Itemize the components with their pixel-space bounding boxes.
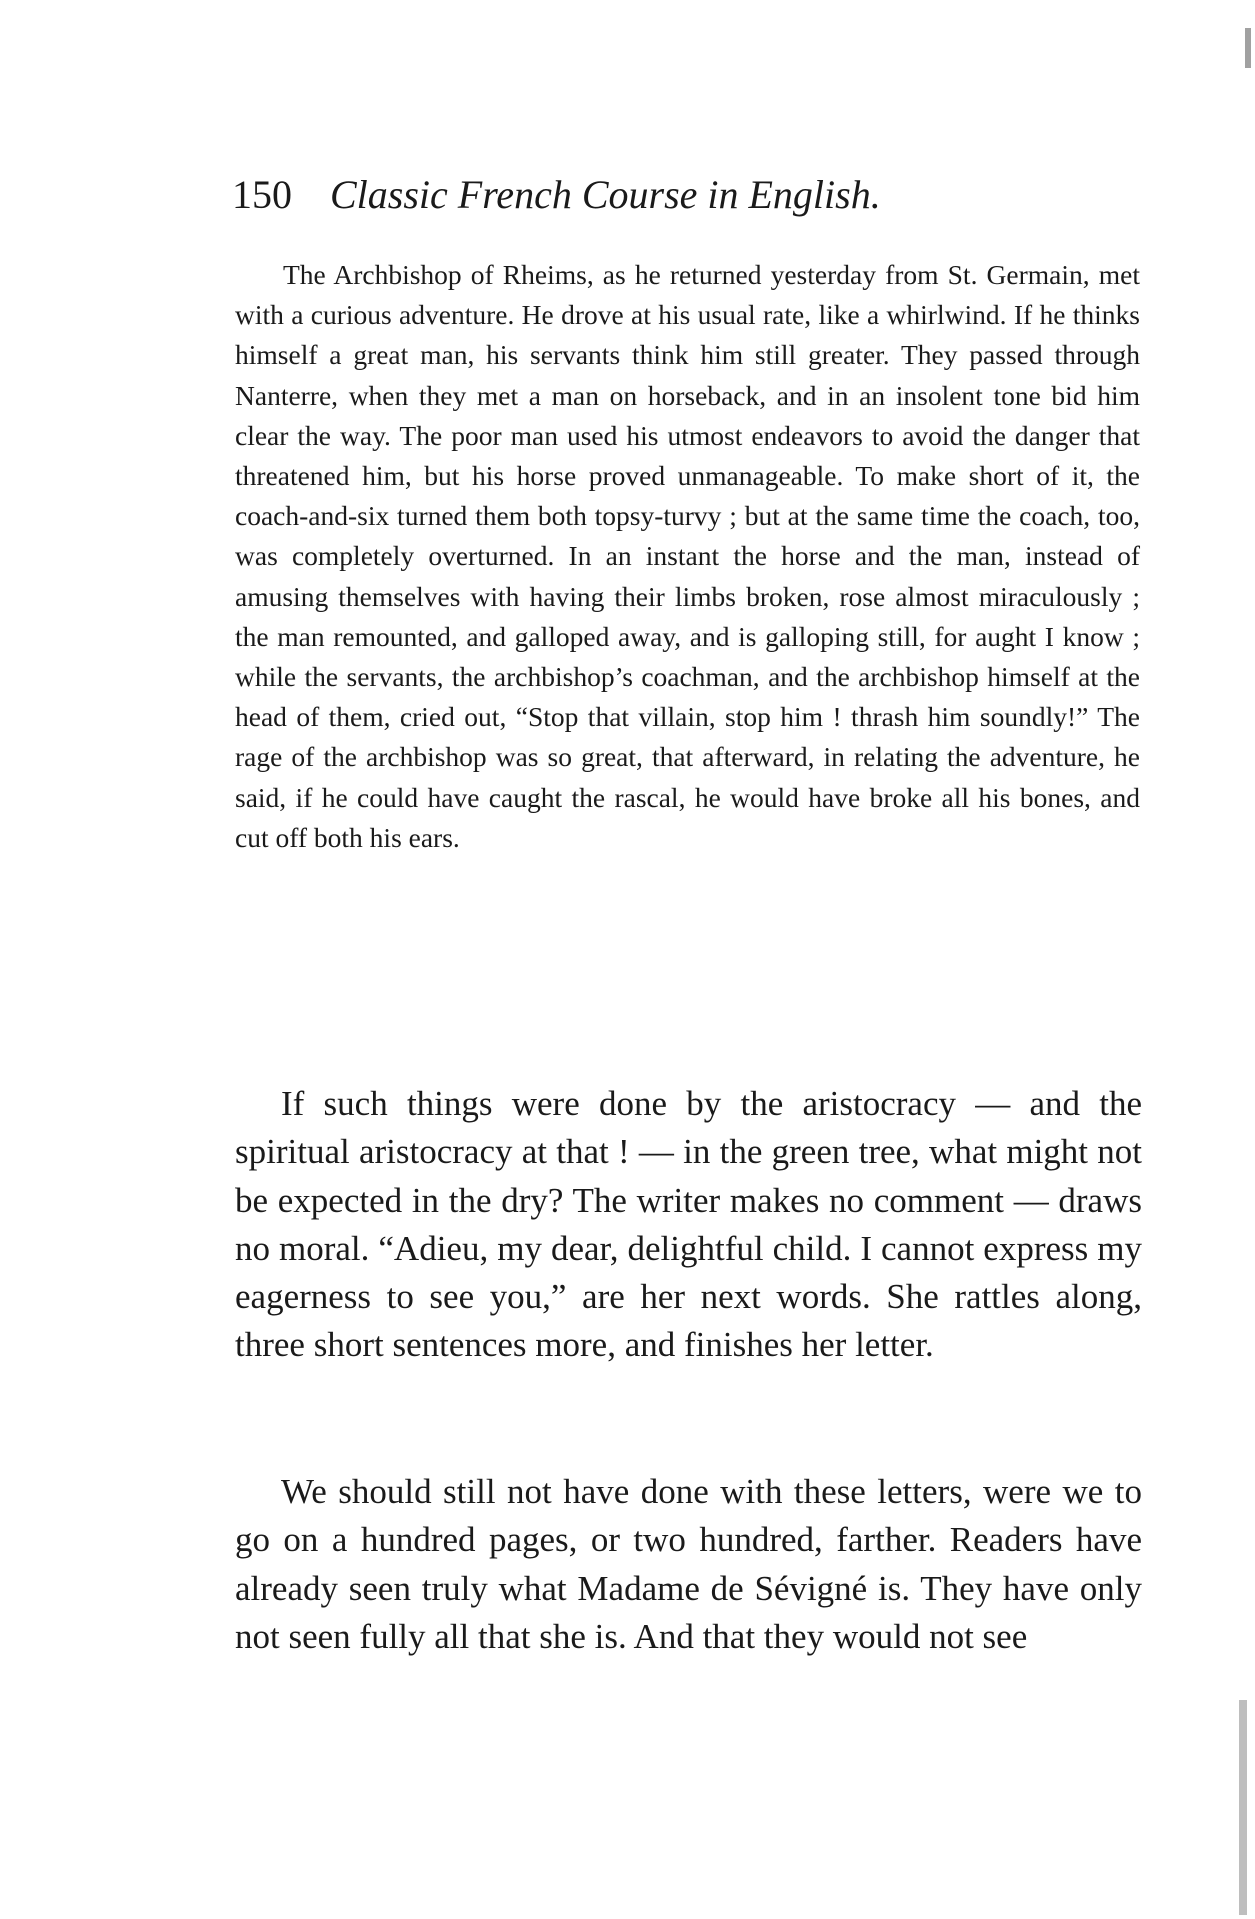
body-paragraph-1: If such things were done by the aristocracy — and the spiritual aristocracy at that ! — in the green tree, what might not be expected in the dry? The writer makes no comment — draws no moral. “Adieu, my dear, delightful child. I cannot express my eagerness to see you,” are her next words. She rattles along, three short sentences more, and finishes her letter. — [235, 1084, 1142, 1365]
running-head — [232, 172, 1052, 218]
quoted-letter-excerpt: The Archbishop of Rheims, as he returned yesterday from St. Germain, met with a curious adventure. He drove at his usual rate, like a whirlwind. If he thinks himself a great man, his servants think him still greater. They passed through Nanterre, when they met a man on horseback, and in an insolent tone bid him clear the way. The poor man used his utmost endeavors to avoid the danger that threatened him, but his horse proved unmanageable. To make short of it, the coach-and-six turned them both topsy-turvy ; but at the same time the coach, too, was completely overturned. In an instant the horse and the man, instead of amusing themselves with having their limbs broken, rose almost miraculously ; the man remounted, and galloped away, and is galloping still, for aught I know ; while the servants, the archbishop’s coachman, and the archbishop himself at the head of them, cried out, “Stop that villain, stop him ! thrash him soundly!” The rage of the archbishop was so great, that afterward, in relating the adventure, he said, if he could have caught the rascal, he would have broke all his bones, and cut off both his ears. — [235, 259, 1140, 853]
body-paragraph-2: We should still not have done with these letters, were we to go on a hundred pages, or two hundred, farther. Readers have already seen truly what Madame de Sévigné is. They have only not seen fully all that she is. And that they would not see — [235, 1472, 1142, 1656]
scan-edge-mark-bottom-right — [1239, 1700, 1247, 1915]
page-number: 150 — [232, 172, 292, 217]
running-title: Classic French Course in English. — [330, 172, 881, 217]
scan-edge-mark-top-right — [1245, 28, 1251, 68]
